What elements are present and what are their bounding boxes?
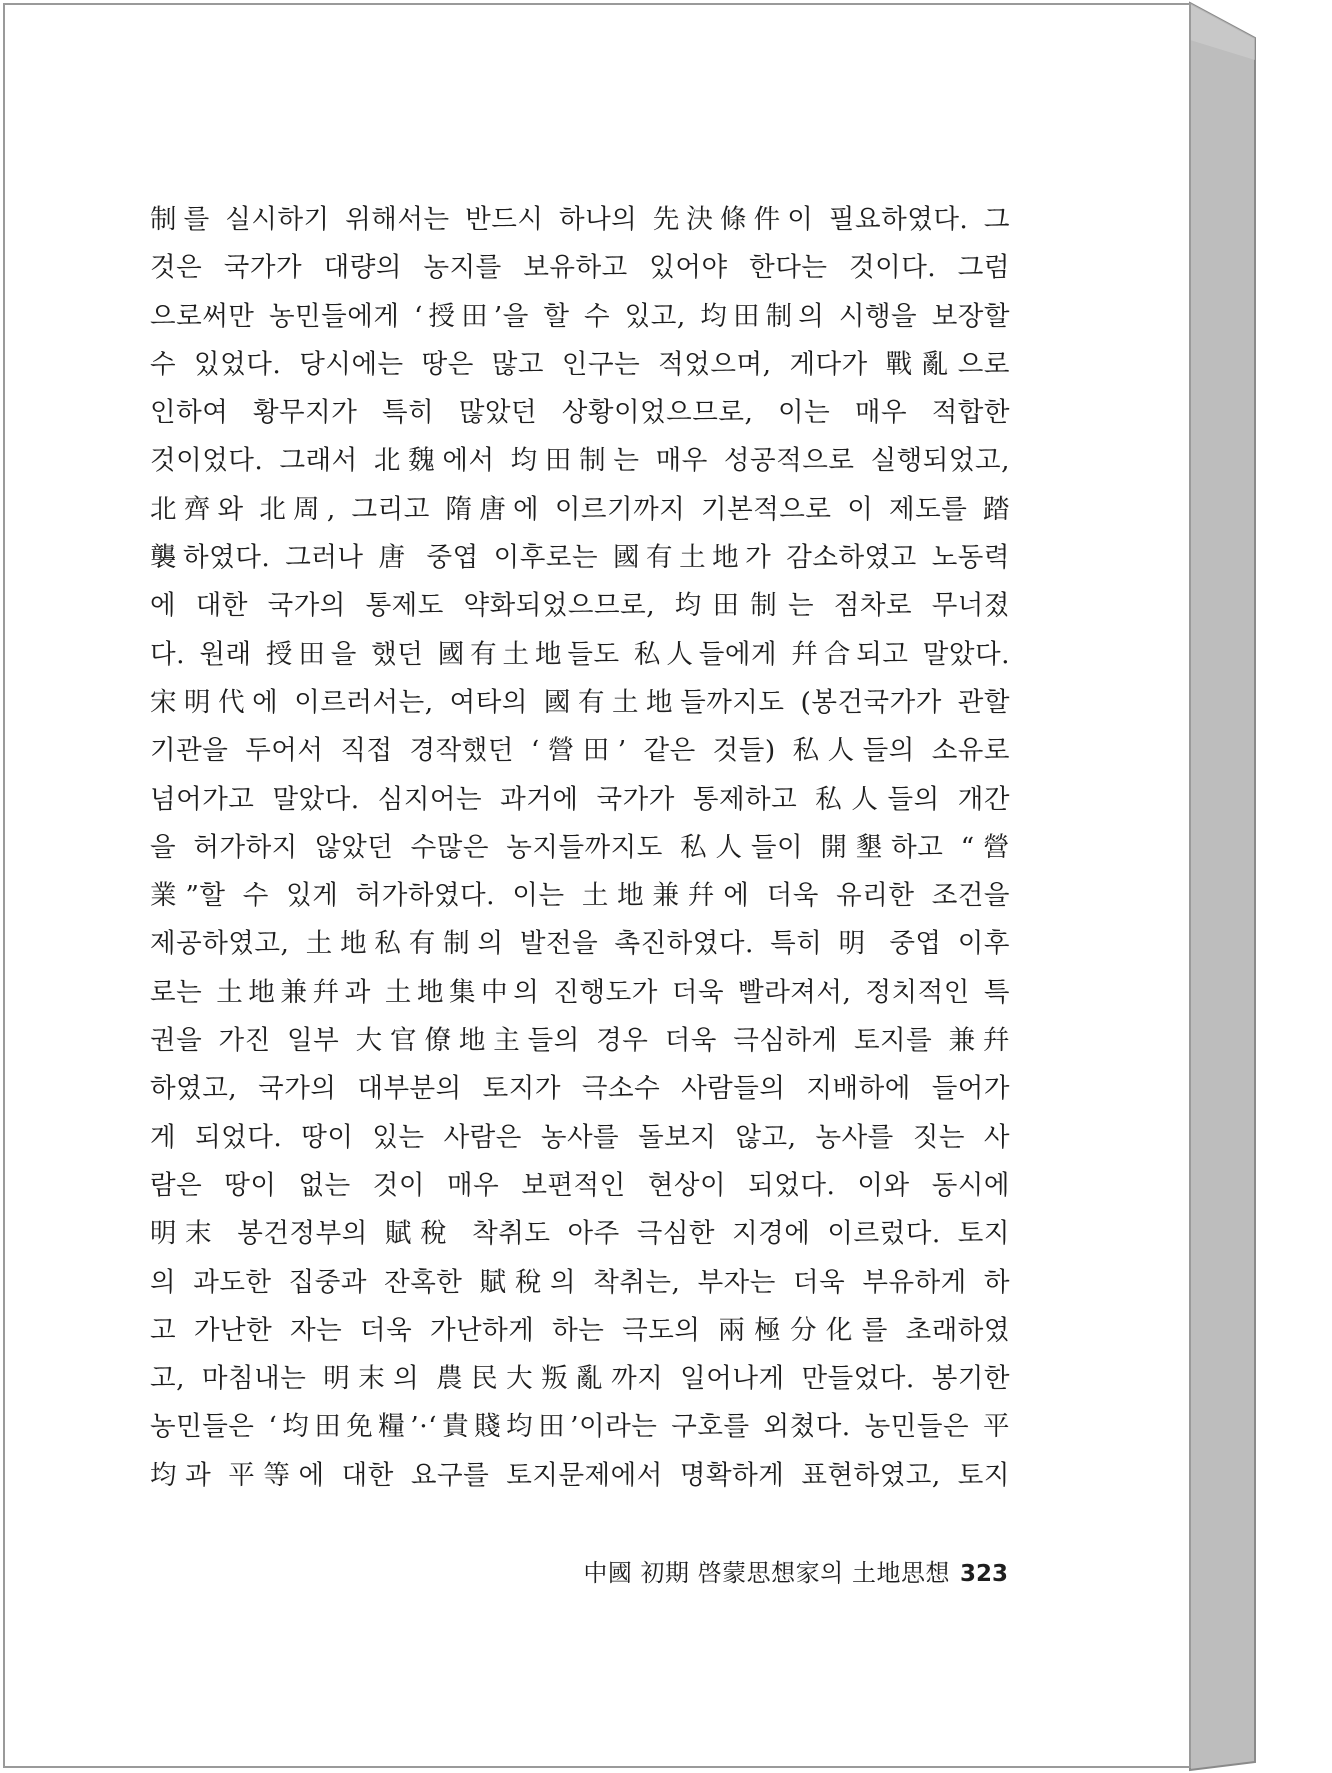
body-text	[150, 196, 1010, 1500]
text-line: 制를 실시하기 위해서는 반드시 하나의 先決條件이 필요하였다. 그	[150, 204, 1010, 235]
text-line: 業”할 수 있게 허가하였다. 이는 土地兼幷에 더욱 유리한 조건을	[150, 880, 1010, 912]
text-line: 均과 平等에 대한 요구를 토지문제에서 명확하게 표현하였고, 토지	[150, 1459, 1010, 1491]
text-line: 수 있었다. 당시에는 땅은 많고 인구는 적었으며, 게다가 戰亂으로	[150, 348, 1010, 380]
text-line: 기관을 두어서 직접 경작했던 ‘營田’ 같은 것들) 私人들의 소유로	[150, 735, 1010, 767]
text-line: 게 되었다. 땅이 있는 사람은 농사를 돌보지 않고, 농사를 짓는 사	[150, 1121, 1010, 1153]
text-line: 고 가난한 자는 더욱 가난하게 하는 극도의 兩極分化를 초래하였	[150, 1314, 1010, 1346]
text-line: 襲하였다. 그러나 唐 중엽 이후로는 國有土地가 감소하였고 노동력	[150, 542, 1010, 574]
page-footer	[560, 1553, 1008, 1593]
text-line: 것이었다. 그래서 北魏에서 均田制는 매우 성공적으로 실행되었고,	[150, 445, 1010, 477]
text-line: 宋明代에 이르러서는, 여타의 國有土地들까지도 (봉건국가가 관할	[150, 686, 1010, 718]
text-line: 농민들은 ‘均田免糧’·‘貴賤均田’이라는 구호를 외쳤다. 농민들은 平	[150, 1411, 1010, 1443]
text-line: 넘어가고 말았다. 심지어는 과거에 국가가 통제하고 私人들의 개간	[150, 783, 1010, 815]
text-line: 인하여 황무지가 특히 많았던 상황이었으므로, 이는 매우 적합한	[150, 397, 1010, 429]
text-line: 고, 마침내는 明末의 農民大叛亂까지 일어나게 만들었다. 봉기한	[150, 1363, 1010, 1395]
text-line: 것은 국가가 대량의 농지를 보유하고 있어야 한다는 것이다. 그럼	[150, 252, 1010, 284]
text-line: 하였고, 국가의 대부분의 토지가 극소수 사람들의 지배하에 들어가	[150, 1073, 1010, 1105]
text-line: 다. 원래 授田을 했던 國有土地들도 私人들에게 幷合되고 말았다.	[150, 638, 1010, 670]
page-number: 323	[959, 1561, 1008, 1587]
text-line: 北齊와 北周, 그리고 隋唐에 이르기까지 기본적으로 이 제도를 踏	[150, 493, 1010, 525]
text-line: 로는 土地兼幷과 土地集中의 진행도가 더욱 빨라져서, 정치적인 특	[150, 976, 1010, 1008]
text-line: 권을 가진 일부 大官僚地主들의 경우 더욱 극심하게 토지를 兼幷	[150, 1025, 1010, 1057]
text-line: 람은 땅이 없는 것이 매우 보편적인 현상이 되었다. 이와 동시에	[150, 1169, 1010, 1201]
text-line: 으로써만 농민들에게 ‘授田’을 할 수 있고, 均田制의 시행을 보장할	[150, 300, 1010, 332]
text-line: 제공하였고, 土地私有制의 발전을 촉진하였다. 특히 明 중엽 이후	[150, 928, 1010, 960]
text-line: 의 과도한 집중과 잔혹한 賦稅의 착취는, 부자는 더욱 부유하게 하	[150, 1266, 1010, 1298]
text-line: 을 허가하지 않았던 수많은 농지들까지도 私人들이 開墾하고 “營	[150, 831, 1010, 863]
text-line: 明末 봉건정부의 賦稅 착취도 아주 극심한 지경에 이르렀다. 토지	[150, 1218, 1010, 1250]
text-line: 에 대한 국가의 통제도 약화되었으므로, 均田制는 점차로 무너졌	[150, 590, 1010, 622]
running-title: 中國 初期 啓蒙思想家의 土地思想	[583, 1559, 950, 1587]
